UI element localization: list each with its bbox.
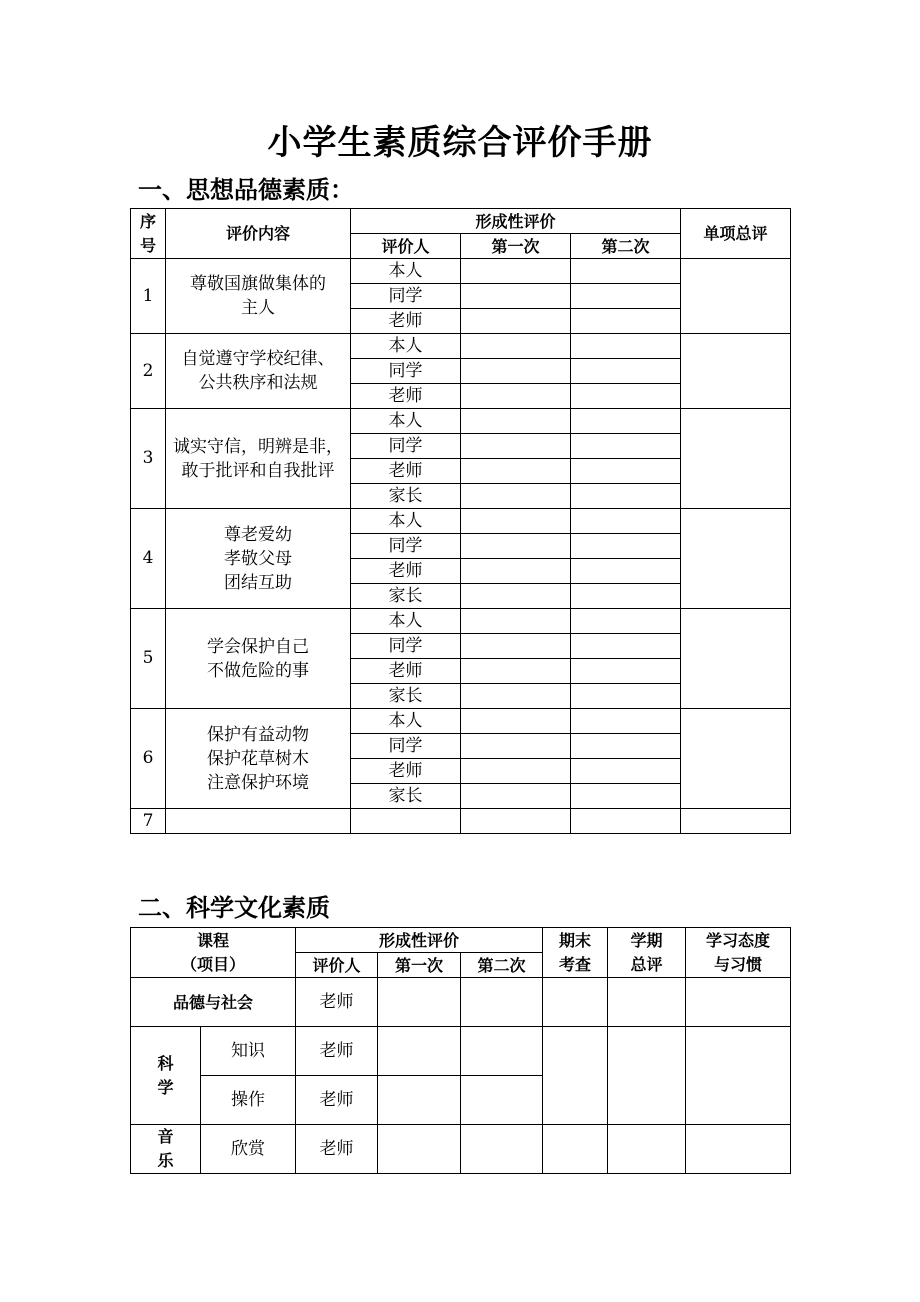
second-cell[interactable] (461, 1076, 543, 1125)
second-cell[interactable] (571, 809, 681, 834)
overall-cell[interactable] (681, 334, 791, 409)
evaluator-cell: 本人 (351, 334, 461, 359)
evaluator-cell: 老师 (296, 1027, 378, 1076)
evaluator-cell: 老师 (351, 309, 461, 334)
evaluator-cell: 老师 (296, 978, 378, 1027)
evaluator-cell: 老师 (351, 559, 461, 584)
seq-header: 序号 (131, 209, 166, 259)
second-cell[interactable] (571, 309, 681, 334)
second-cell[interactable] (571, 459, 681, 484)
moral-quality-table (130, 208, 791, 834)
seq-cell: 1 (131, 259, 166, 334)
overall-header: 单项总评 (681, 209, 791, 259)
evaluation-content (166, 609, 351, 709)
evaluator-cell: 同学 (351, 284, 461, 309)
first-cell[interactable] (461, 409, 571, 434)
term-overall-cell[interactable] (608, 1125, 686, 1174)
music-label (131, 1125, 201, 1174)
formative-header: 形成性评价 (296, 928, 543, 953)
science-char1: 科 (157, 1053, 174, 1073)
overall-cell[interactable] (681, 809, 791, 834)
second-cell[interactable] (571, 509, 681, 534)
attitude-line2: 与习惯 (714, 954, 763, 974)
second-cell[interactable] (571, 634, 681, 659)
final-exam-cell[interactable] (543, 1027, 608, 1125)
second-cell[interactable] (571, 734, 681, 759)
first-cell[interactable] (461, 709, 571, 734)
first-cell[interactable] (461, 734, 571, 759)
content-line: 团结互助 (224, 572, 292, 593)
seq-cell: 2 (131, 334, 166, 409)
music-char1: 音 (157, 1127, 174, 1146)
final-exam-cell[interactable] (543, 1125, 608, 1174)
course-header (131, 928, 296, 978)
second-cell[interactable] (571, 359, 681, 384)
item-label: （项目） (181, 954, 246, 974)
first-cell[interactable] (461, 284, 571, 309)
evaluation-content (166, 409, 351, 509)
evaluator-cell: 老师 (351, 384, 461, 409)
final-exam-line2: 考查 (559, 954, 592, 974)
second-cell[interactable] (571, 484, 681, 509)
overall-cell[interactable] (681, 409, 791, 509)
evaluator-cell: 老师 (351, 459, 461, 484)
first-cell[interactable] (461, 434, 571, 459)
evaluator-cell: 本人 (351, 509, 461, 534)
evaluator-cell: 家长 (351, 784, 461, 809)
term-overall-line2: 总评 (630, 954, 663, 974)
second-cell[interactable] (571, 584, 681, 609)
evaluator-cell: 同学 (351, 434, 461, 459)
content-line: 主人 (241, 298, 275, 318)
content-line: 敢于批评和自我批评 (181, 460, 335, 481)
final-exam-line1: 期末 (559, 930, 592, 950)
second-cell[interactable] (571, 609, 681, 634)
content-line: 公共秩序和法规 (198, 373, 318, 393)
second-cell[interactable] (571, 409, 681, 434)
attitude-line1: 学习态度 (706, 930, 771, 950)
first-cell[interactable] (378, 978, 461, 1027)
evaluator-cell (351, 809, 461, 834)
content-line: 不做危险的事 (207, 660, 309, 681)
attitude-cell[interactable] (686, 978, 791, 1027)
final-exam-header (543, 928, 608, 978)
evaluator-cell: 同学 (351, 359, 461, 384)
evaluator-cell: 同学 (351, 634, 461, 659)
content-line: 保护有益动物 (207, 724, 309, 745)
term-overall-line1: 学期 (630, 930, 663, 950)
seq-cell: 6 (131, 709, 166, 809)
content-line: 注意保护环境 (207, 772, 309, 793)
evaluator-cell: 老师 (296, 1076, 378, 1125)
science-culture-table (130, 927, 791, 1174)
content-line: 尊敬国旗做集体的 (190, 274, 326, 294)
evaluator-cell: 本人 (351, 609, 461, 634)
first-cell[interactable] (461, 584, 571, 609)
science-label (131, 1027, 201, 1125)
evaluation-content (166, 509, 351, 609)
overall-cell[interactable] (681, 609, 791, 709)
term-overall-cell[interactable] (608, 978, 686, 1027)
first-header: 第一次 (378, 953, 461, 978)
first-cell[interactable] (461, 809, 571, 834)
first-header: 第一次 (461, 234, 571, 259)
second-cell[interactable] (571, 559, 681, 584)
second-cell[interactable] (571, 759, 681, 784)
first-cell[interactable] (461, 334, 571, 359)
moral-society-label: 品德与社会 (131, 978, 296, 1027)
first-cell[interactable] (461, 384, 571, 409)
second-cell[interactable] (571, 434, 681, 459)
attitude-cell[interactable] (686, 1125, 791, 1174)
evaluator-cell: 家长 (351, 484, 461, 509)
seq-cell: 7 (131, 809, 166, 834)
attitude-cell[interactable] (686, 1027, 791, 1125)
second-cell[interactable] (461, 978, 543, 1027)
second-cell[interactable] (571, 659, 681, 684)
science-char2: 学 (157, 1077, 174, 1097)
formative-header: 形成性评价 (351, 209, 681, 234)
evaluation-content (166, 809, 351, 834)
knowledge-label: 知识 (201, 1027, 296, 1076)
seq-cell: 3 (131, 409, 166, 509)
evaluator-header: 评价人 (351, 234, 461, 259)
first-cell[interactable] (378, 1125, 461, 1174)
first-cell[interactable] (461, 534, 571, 559)
final-exam-cell[interactable] (543, 978, 608, 1027)
second-header: 第二次 (461, 953, 543, 978)
second-header: 第二次 (571, 234, 681, 259)
section2-heading: 二、科学文化素质 (138, 894, 330, 922)
evaluator-cell: 本人 (351, 259, 461, 284)
evaluator-cell: 同学 (351, 734, 461, 759)
second-cell[interactable] (571, 259, 681, 284)
evaluator-cell: 老师 (351, 759, 461, 784)
content-line: 尊老爱幼 (224, 524, 292, 545)
term-overall-header (608, 928, 686, 978)
content-line: 诚实守信，明辨是非， (173, 436, 343, 457)
evaluation-content (166, 709, 351, 809)
first-cell[interactable] (461, 634, 571, 659)
evaluator-cell: 家长 (351, 584, 461, 609)
first-cell[interactable] (378, 1076, 461, 1125)
content-line: 学会保护自己 (207, 636, 309, 657)
term-overall-cell[interactable] (608, 1027, 686, 1125)
first-cell[interactable] (461, 359, 571, 384)
seq-cell: 4 (131, 509, 166, 609)
evaluator-cell: 同学 (351, 534, 461, 559)
second-cell[interactable] (571, 784, 681, 809)
second-cell[interactable] (571, 534, 681, 559)
first-cell[interactable] (461, 259, 571, 284)
overall-cell[interactable] (681, 709, 791, 809)
first-cell[interactable] (461, 484, 571, 509)
second-cell[interactable] (461, 1125, 543, 1174)
evaluator-cell: 家长 (351, 684, 461, 709)
second-cell[interactable] (571, 284, 681, 309)
first-cell[interactable] (461, 784, 571, 809)
evaluator-cell: 本人 (351, 709, 461, 734)
evaluation-content (166, 334, 351, 409)
second-cell[interactable] (571, 384, 681, 409)
first-cell[interactable] (461, 684, 571, 709)
first-cell[interactable] (461, 609, 571, 634)
evaluation-content (166, 259, 351, 334)
second-cell[interactable] (571, 709, 681, 734)
section1-heading: 一、思想品德素质： (138, 176, 354, 204)
attitude-header (686, 928, 791, 978)
overall-cell[interactable] (681, 509, 791, 609)
operation-label: 操作 (201, 1076, 296, 1125)
first-cell[interactable] (461, 309, 571, 334)
second-cell[interactable] (461, 1027, 543, 1076)
content-header: 评价内容 (166, 209, 351, 259)
course-label: 课程 (197, 930, 230, 950)
first-cell[interactable] (461, 509, 571, 534)
first-cell[interactable] (461, 459, 571, 484)
evaluator-cell: 老师 (351, 659, 461, 684)
first-cell[interactable] (378, 1027, 461, 1076)
first-cell[interactable] (461, 759, 571, 784)
evaluator-header: 评价人 (296, 953, 378, 978)
first-cell[interactable] (461, 559, 571, 584)
second-cell[interactable] (571, 334, 681, 359)
content-line: 自觉遵守学校纪律、 (181, 349, 335, 369)
second-cell[interactable] (571, 684, 681, 709)
seq-cell: 5 (131, 609, 166, 709)
appreciation-label: 欣赏 (201, 1125, 296, 1174)
evaluator-cell: 老师 (296, 1125, 378, 1174)
overall-cell[interactable] (681, 259, 791, 334)
content-line: 保护花草树木 (207, 748, 309, 769)
evaluator-cell: 本人 (351, 409, 461, 434)
music-char2: 乐 (157, 1151, 174, 1170)
first-cell[interactable] (461, 659, 571, 684)
page-title: 小学生素质综合评价手册 (267, 123, 653, 163)
content-line: 孝敬父母 (224, 548, 292, 569)
